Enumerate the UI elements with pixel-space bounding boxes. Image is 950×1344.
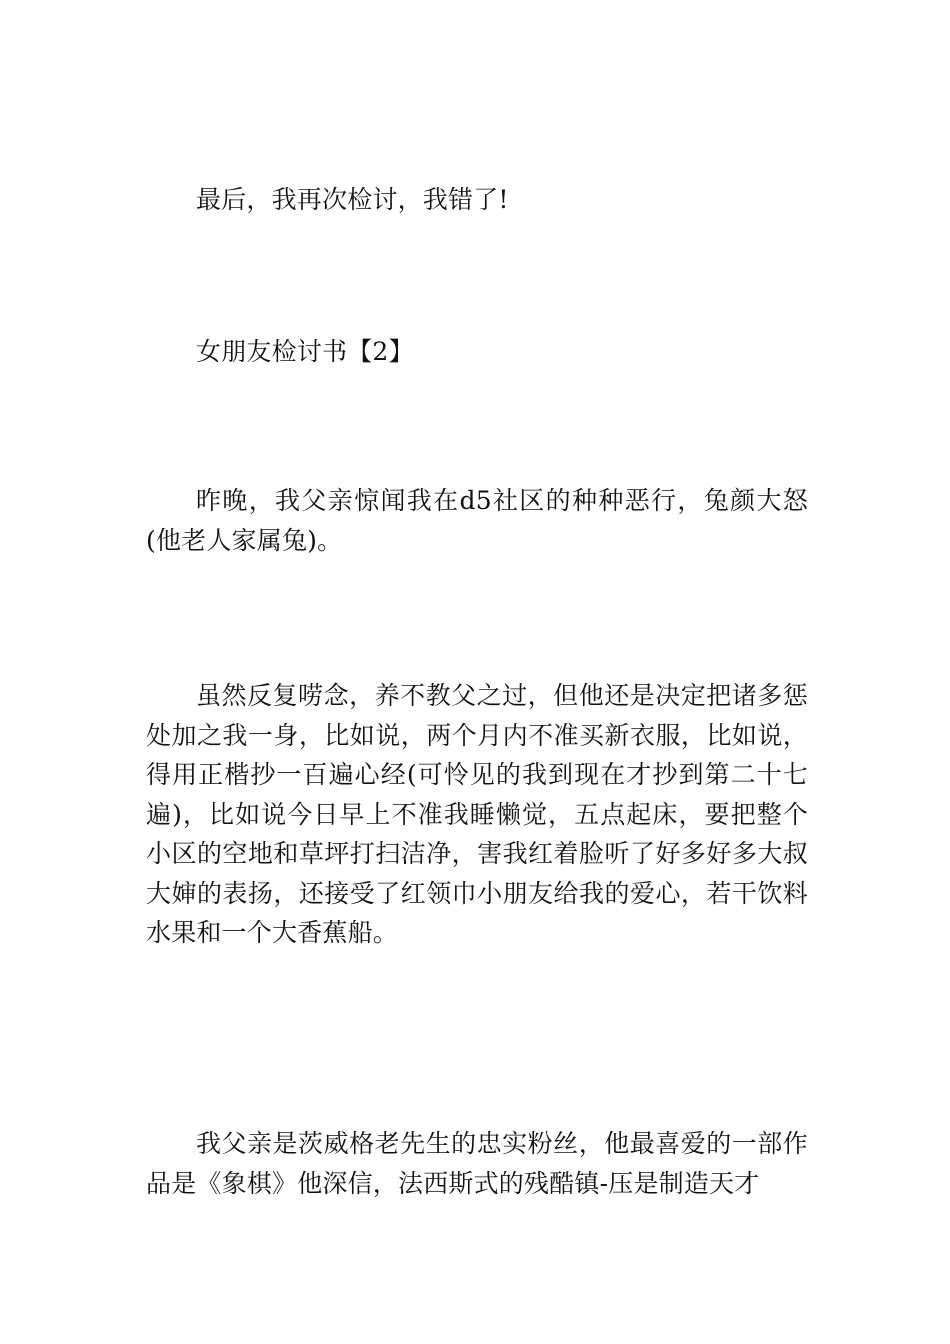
section-heading: 女朋友检讨书【2】 — [196, 337, 414, 366]
closing-paragraph: 最后，我再次检讨，我错了! — [196, 185, 509, 214]
body-paragraph: 我父亲是茨威格老先生的忠实粉丝，他最喜爱的一部作品是《象棋》他深信，法西斯式的残酷镇-压是制造天才 — [146, 1129, 808, 1198]
body-paragraph: 昨晚，我父亲惊闻我在d5社区的种种恶行，兔颜大怒(他老人家属兔)。 — [146, 486, 808, 555]
body-paragraph: 虽然反复唠念，养不教父之过，但他还是决定把诸多惩处加之我一身，比如说，两个月内不准买新衣服，比如说，得用正楷抄一百遍心经(可怜见的我到现在才抄到第二十七遍)，比如说今日早上不准我睡懒觉，五点起床，要把整个小区的空地和草坪打扫洁净，害我红着脸听了好多好多大叔大婶的表扬，还接受了红领巾小朋友给我的爱心，若干饮料水果和一个大香蕉船。 — [146, 681, 808, 947]
